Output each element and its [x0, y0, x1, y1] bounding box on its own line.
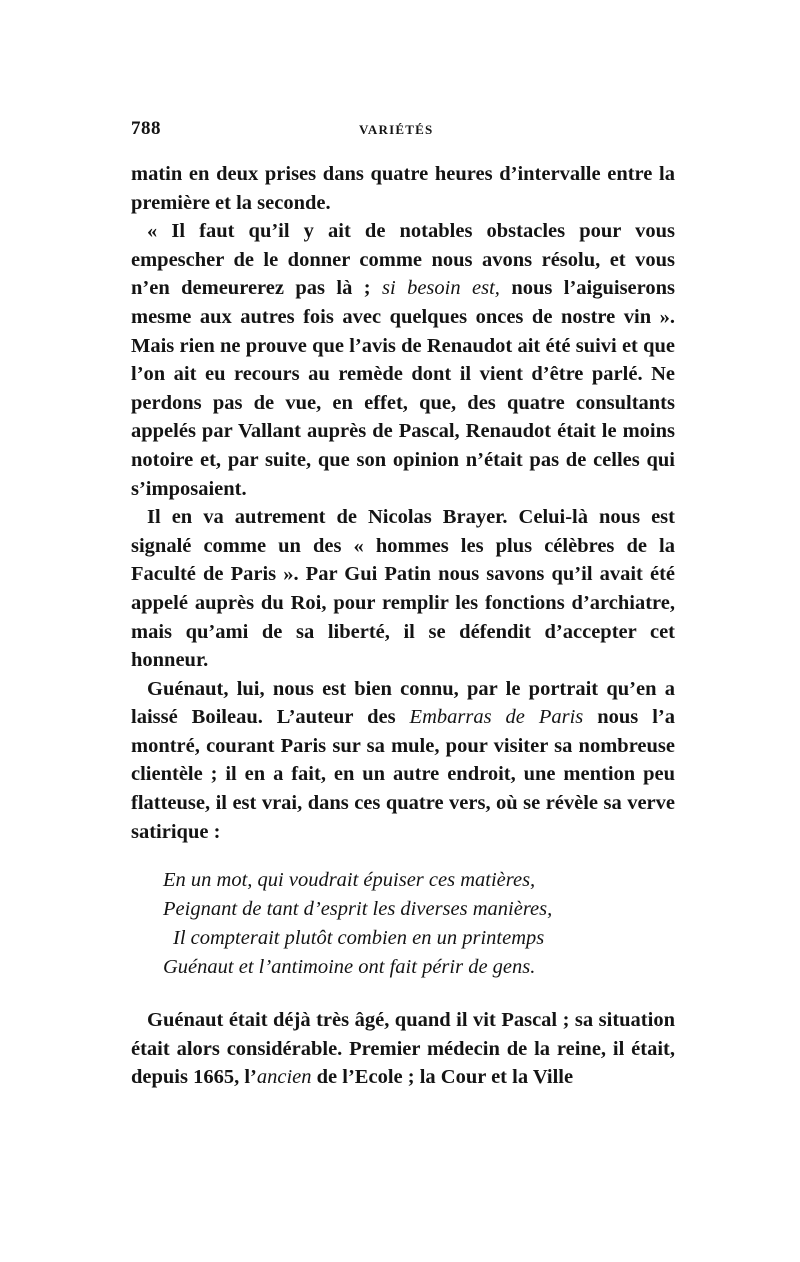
verse-line: Guénaut et l’antimoine ont fait périr de gens. — [163, 956, 536, 979]
verse-quotation — [131, 866, 675, 982]
paragraph-text: « Il faut qu’il y ait de notables obstacles pour vous empescher de le donner comme nous avons résolu, et vous n’en demeurerez pas là ; — [131, 220, 675, 300]
paragraph-text: de l’Ecole ; la Cour et la Ville — [311, 1066, 574, 1089]
page-number: 788 — [131, 118, 161, 139]
italic-title: Embarras de Paris — [409, 706, 584, 729]
paragraph-situation — [131, 1006, 675, 1092]
paragraph-text: nous l’a montré, courant Paris sur sa mule, pour visiter sa nombreuse clientèle ; il en a fait, en un autre endroit, une mention peu flatteuse, il est vrai, dans ces quatre vers, où se révèle sa verve satirique : — [131, 706, 675, 843]
italic-word: ancien — [256, 1066, 312, 1089]
paragraph-text: Guénaut, lui, nous est bien connu, par le portrait qu’en a laissé Boileau. L’auteur des — [131, 677, 675, 729]
paragraph-brayer — [131, 503, 675, 675]
running-title: VARIÉTÉS — [359, 122, 434, 137]
verse-line: En un mot, qui voudrait épuiser ces matières, — [163, 869, 536, 892]
body-text — [131, 160, 675, 1092]
paragraph-text: Guénaut était déjà très âgé, quand il vit Pascal ; sa situation était alors considérable. Premier médecin de la reine, il était, depuis 1665, l’ — [131, 1009, 675, 1089]
paragraph-text: nous l’aiguiserons mesme aux autres fois avec quelques onces de nostre vin ». Mais rien ne prouve que l’avis de Renaudot ait été suivi et que l’on ait eu recours au remède dont il vient d’être parlé. Ne perdons pas de vue, en effet, que, des quatre consultants appelés par Vallant auprès de Pascal, Renaudot était le moins notoire et, par suite, que son opinion n’était pas de celles qui s’imposaient. — [131, 277, 675, 500]
paragraph-text: Il en va autrement de Nicolas Brayer. Celui-là nous est signalé comme un des « hommes les plus célèbres de la Faculté de Paris ». Par Gui Patin nous savons qu’il avait été appelé auprès du Roi, pour remplir les fonctions d’archiatre, mais qu’ami de sa liberté, il se défendit d’accepter cet honneur. — [131, 506, 675, 672]
paragraph-guenaut — [131, 675, 675, 847]
page-header — [131, 118, 675, 142]
verse-line: Peignant de tant d’esprit les diverses manières, — [163, 898, 553, 921]
paragraph-quote — [131, 217, 675, 503]
italic-phrase: si besoin est, — [382, 277, 500, 300]
verse-line: Il compterait plutôt combien en un printemps — [173, 927, 545, 950]
paragraph-text: matin en deux prises dans quatre heures d’intervalle entre la première et la seconde. — [131, 163, 675, 214]
paragraph-continuation — [131, 160, 675, 217]
